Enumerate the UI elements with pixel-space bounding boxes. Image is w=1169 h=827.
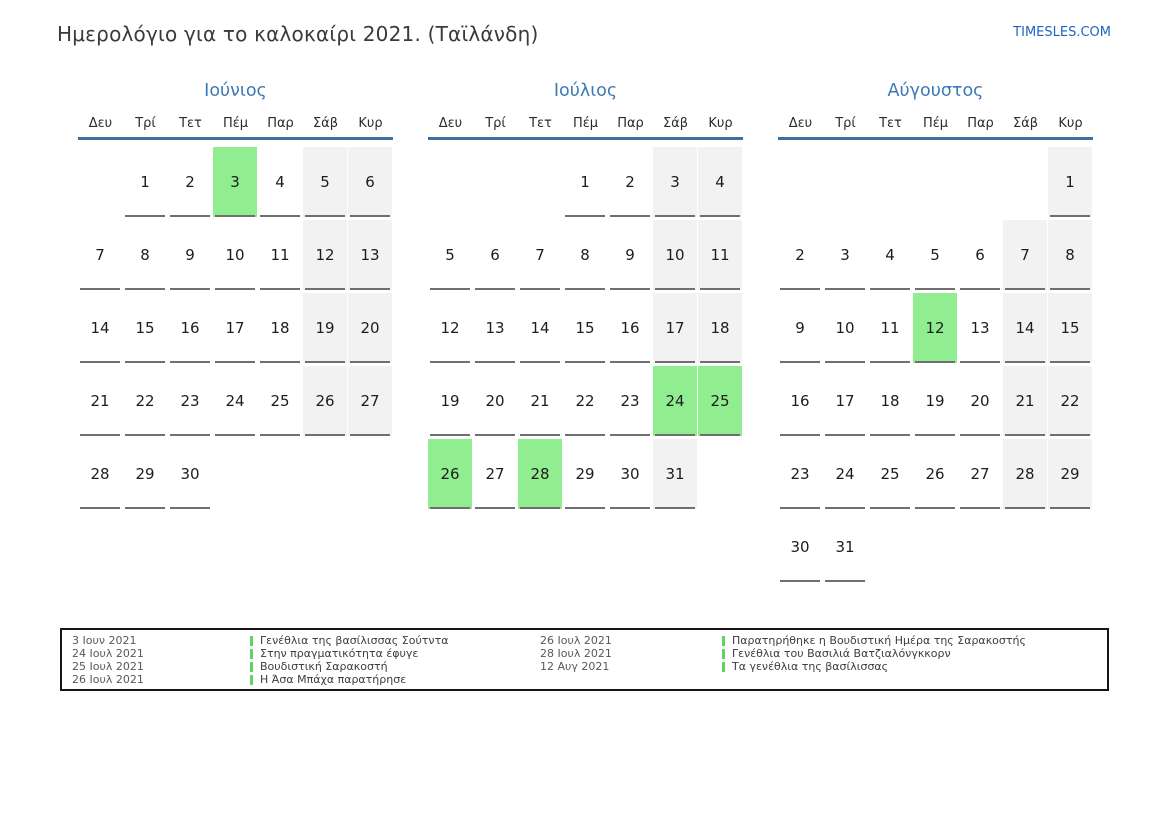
weekday-label: Παρ (267, 116, 294, 131)
month-underline (778, 137, 1093, 140)
day-cell: 20 (473, 366, 517, 436)
day-cell: 10 (823, 293, 867, 363)
legend-date: 12 Αυγ 2021 (540, 660, 610, 673)
week-row (778, 366, 1093, 436)
day-cell: 8 (1048, 220, 1092, 290)
day-cell: 19 (303, 293, 347, 363)
day-cell: 4 (258, 147, 302, 217)
empty-cell (778, 147, 822, 217)
day-cell: 25 (258, 366, 302, 436)
weekday-label: Τετ (879, 116, 902, 131)
day-cell: 12 (303, 220, 347, 290)
month-grid (78, 147, 393, 509)
weekday-label: Σάβ (662, 116, 689, 131)
day-cell: 8 (563, 220, 607, 290)
day-cell: 16 (608, 293, 652, 363)
day-cell: 30 (168, 439, 212, 509)
day-cell: 23 (608, 366, 652, 436)
day-cell: 27 (473, 439, 517, 509)
day-cell: 31 (653, 439, 697, 509)
day-cell: 27 (348, 366, 392, 436)
day-cell: 22 (123, 366, 167, 436)
legend-holiday-name: Στην πραγματικότητα έφυγε (260, 647, 419, 660)
calendars-container (0, 80, 1169, 600)
day-cell: 17 (823, 366, 867, 436)
month-grid (428, 147, 743, 509)
holiday-day-cell: 28 (518, 439, 562, 509)
week-row (428, 293, 743, 363)
weekday-label: Σάβ (312, 116, 339, 131)
legend-date: 28 Ιουλ 2021 (540, 647, 612, 660)
day-cell: 11 (698, 220, 742, 290)
holiday-day-cell: 26 (428, 439, 472, 509)
weekday-label: Πέμ (572, 116, 599, 131)
day-cell: 14 (518, 293, 562, 363)
week-row (78, 220, 393, 290)
empty-cell (1003, 512, 1047, 582)
holiday-marker-icon (722, 636, 725, 646)
day-cell: 6 (348, 147, 392, 217)
empty-cell (213, 439, 257, 509)
day-cell: 20 (348, 293, 392, 363)
day-cell: 11 (258, 220, 302, 290)
weekday-label: Παρ (617, 116, 644, 131)
holiday-marker-icon (250, 662, 253, 672)
day-cell: 8 (123, 220, 167, 290)
day-cell: 15 (563, 293, 607, 363)
weekday-label: Κυρ (1058, 116, 1083, 131)
day-cell: 30 (778, 512, 822, 582)
weekday-label: Τετ (529, 116, 552, 131)
weekday-label: Τρί (485, 116, 506, 131)
weekday-label: Πέμ (222, 116, 249, 131)
day-cell: 2 (778, 220, 822, 290)
legend-date: 26 Ιουλ 2021 (72, 673, 144, 686)
day-cell: 30 (608, 439, 652, 509)
week-row (778, 293, 1093, 363)
weekday-label: Πέμ (922, 116, 949, 131)
week-row (78, 293, 393, 363)
day-cell: 10 (213, 220, 257, 290)
day-cell: 28 (78, 439, 122, 509)
legend-holiday-name: Η Άσα Μπάχα παρατήρησε (260, 673, 407, 686)
day-cell: 12 (428, 293, 472, 363)
day-cell: 2 (608, 147, 652, 217)
calendar-august (778, 80, 1093, 585)
site-link[interactable]: TIMESLES.COM (1013, 25, 1111, 40)
day-cell: 22 (563, 366, 607, 436)
day-cell: 26 (913, 439, 957, 509)
empty-cell (868, 147, 912, 217)
day-cell: 9 (608, 220, 652, 290)
day-cell: 6 (958, 220, 1002, 290)
legend-date: 3 Ιουν 2021 (72, 634, 137, 647)
empty-cell (473, 147, 517, 217)
day-cell: 19 (428, 366, 472, 436)
day-cell: 31 (823, 512, 867, 582)
week-row (78, 147, 393, 217)
day-cell: 4 (868, 220, 912, 290)
empty-cell (868, 512, 912, 582)
legend-box (60, 628, 1109, 691)
holiday-marker-icon (722, 662, 725, 672)
day-cell: 15 (1048, 293, 1092, 363)
day-cell: 26 (303, 366, 347, 436)
day-cell: 10 (653, 220, 697, 290)
day-cell: 21 (1003, 366, 1047, 436)
day-cell: 2 (168, 147, 212, 217)
day-cell: 5 (428, 220, 472, 290)
empty-cell (78, 147, 122, 217)
day-cell: 19 (913, 366, 957, 436)
legend-holiday-name: Τα γενέθλια της βασίλισσας (732, 660, 889, 673)
day-cell: 9 (168, 220, 212, 290)
legend-holiday-name: Παρατηρήθηκε η Βουδιστική Ημέρα της Σαρακοστής (732, 634, 1026, 647)
day-cell: 28 (1003, 439, 1047, 509)
empty-cell (823, 147, 867, 217)
day-cell: 11 (868, 293, 912, 363)
empty-cell (428, 147, 472, 217)
day-cell: 21 (518, 366, 562, 436)
weekday-header-row (428, 106, 743, 137)
week-row (428, 220, 743, 290)
empty-cell (348, 439, 392, 509)
week-row (778, 512, 1093, 582)
weekday-label: Δευ (88, 116, 113, 131)
legend-entry (72, 647, 448, 660)
week-row (78, 439, 393, 509)
holiday-day-cell: 3 (213, 147, 257, 217)
weekday-label: Κυρ (708, 116, 733, 131)
day-cell: 29 (123, 439, 167, 509)
day-cell: 13 (348, 220, 392, 290)
calendar-june (78, 80, 393, 512)
day-cell: 23 (168, 366, 212, 436)
day-cell: 27 (958, 439, 1002, 509)
month-underline (78, 137, 393, 140)
day-cell: 17 (213, 293, 257, 363)
empty-cell (518, 147, 562, 217)
holiday-day-cell: 12 (913, 293, 957, 363)
month-title: Αύγουστος (887, 81, 984, 101)
empty-cell (913, 512, 957, 582)
legend-entry (72, 660, 448, 673)
day-cell: 29 (1048, 439, 1092, 509)
legend-entry (540, 634, 1026, 647)
holiday-marker-icon (250, 636, 253, 646)
day-cell: 14 (78, 293, 122, 363)
month-title: Ιούνιος (204, 81, 267, 101)
day-cell: 29 (563, 439, 607, 509)
week-row (778, 147, 1093, 217)
weekday-header-row (78, 106, 393, 137)
weekday-label: Κυρ (358, 116, 383, 131)
day-cell: 16 (778, 366, 822, 436)
empty-cell (698, 439, 742, 509)
day-cell: 3 (653, 147, 697, 217)
legend-holiday-name: Γενέθλια της βασίλισσας Σούτντα (260, 634, 449, 647)
day-cell: 25 (868, 439, 912, 509)
weekday-label: Τρί (135, 116, 156, 131)
legend-entry (540, 647, 1026, 660)
legend-entry (540, 660, 1026, 673)
legend-date: 25 Ιουλ 2021 (72, 660, 144, 673)
legend-column (72, 634, 448, 686)
weekday-label: Δευ (788, 116, 813, 131)
legend-entry (72, 634, 448, 647)
day-cell: 22 (1048, 366, 1092, 436)
day-cell: 1 (1048, 147, 1092, 217)
holiday-marker-icon (250, 649, 253, 659)
weekday-label: Τετ (179, 116, 202, 131)
day-cell: 18 (698, 293, 742, 363)
day-cell: 5 (303, 147, 347, 217)
empty-cell (1048, 512, 1092, 582)
week-row (428, 439, 743, 509)
weekday-label: Δευ (438, 116, 463, 131)
legend-column (540, 634, 1026, 673)
day-cell: 20 (958, 366, 1002, 436)
day-cell: 18 (258, 293, 302, 363)
day-cell: 4 (698, 147, 742, 217)
holiday-marker-icon (250, 675, 253, 685)
legend-entry (72, 673, 448, 686)
legend-date: 26 Ιουλ 2021 (540, 634, 612, 647)
week-row (778, 220, 1093, 290)
day-cell: 1 (123, 147, 167, 217)
empty-cell (258, 439, 302, 509)
day-cell: 9 (778, 293, 822, 363)
holiday-marker-icon (722, 649, 725, 659)
weekday-label: Σάβ (1012, 116, 1039, 131)
day-cell: 21 (78, 366, 122, 436)
day-cell: 1 (563, 147, 607, 217)
day-cell: 17 (653, 293, 697, 363)
legend-holiday-name: Βουδιστική Σαρακοστή (260, 660, 388, 673)
day-cell: 7 (1003, 220, 1047, 290)
weekday-header-row (778, 106, 1093, 137)
day-cell: 7 (78, 220, 122, 290)
legend-holiday-name: Γενέθλια του Βασιλιά Βατζιαλόνγκκορν (732, 647, 951, 660)
calendar-july (428, 80, 743, 512)
empty-cell (1003, 147, 1047, 217)
week-row (778, 439, 1093, 509)
day-cell: 24 (823, 439, 867, 509)
empty-cell (958, 512, 1002, 582)
holiday-day-cell: 24 (653, 366, 697, 436)
empty-cell (303, 439, 347, 509)
week-row (428, 366, 743, 436)
weekday-label: Παρ (967, 116, 994, 131)
day-cell: 5 (913, 220, 957, 290)
day-cell: 16 (168, 293, 212, 363)
legend-date: 24 Ιουλ 2021 (72, 647, 144, 660)
month-underline (428, 137, 743, 140)
day-cell: 24 (213, 366, 257, 436)
day-cell: 7 (518, 220, 562, 290)
empty-cell (913, 147, 957, 217)
day-cell: 6 (473, 220, 517, 290)
day-cell: 3 (823, 220, 867, 290)
month-title: Ιούλιος (553, 81, 618, 101)
day-cell: 13 (473, 293, 517, 363)
month-grid (778, 147, 1093, 582)
week-row (78, 366, 393, 436)
day-cell: 13 (958, 293, 1002, 363)
day-cell: 15 (123, 293, 167, 363)
day-cell: 18 (868, 366, 912, 436)
day-cell: 23 (778, 439, 822, 509)
holiday-day-cell: 25 (698, 366, 742, 436)
day-cell: 14 (1003, 293, 1047, 363)
empty-cell (958, 147, 1002, 217)
week-row (428, 147, 743, 217)
page-title: Ημερολόγιο για το καλοκαίρι 2021. (Ταϊλάνδη) (57, 22, 539, 46)
weekday-label: Τρί (835, 116, 856, 131)
